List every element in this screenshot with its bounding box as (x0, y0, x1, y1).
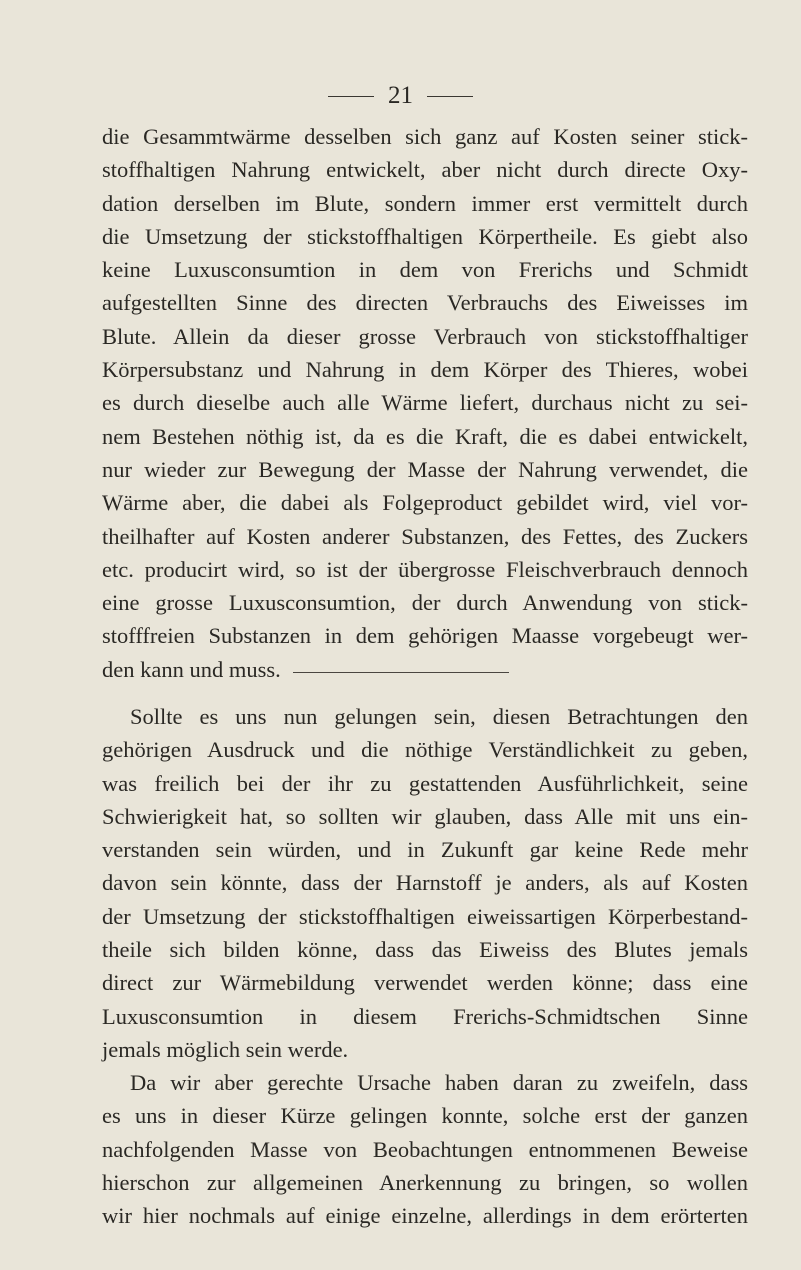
text-line: die Gesammtwärme desselben sich ganz auf Kosten seiner stick- (102, 124, 748, 149)
text-line: stoffhaltigen Nahrung entwickelt, aber nicht durch directe Oxy- (102, 157, 748, 183)
text-line: hierschon zur allgemeinen Anerkennung zu bringen, so wollen (102, 1169, 748, 1195)
text-line: die Umsetzung der stickstoffhaltigen Körpertheile. Es giebt also (102, 223, 748, 249)
text-line: wir hier nochmals auf einige einzelne, allerdings in dem erörterten (102, 1203, 748, 1229)
text-line: keine Luxusconsumtion in dem von Frerichs und Schmidt (102, 257, 748, 283)
text-line: der Umsetzung der stickstoffhaltigen eiweissartigen Körperbestand- (102, 903, 748, 929)
text-line: jemals möglich sein werde. (102, 1036, 349, 1062)
text-line: theile sich bilden könne, dass das Eiweiss des Blutes jemals (102, 937, 748, 963)
text-line: nem Bestehen nöthig ist, da es die Kraft, die es dabei entwickelt, (102, 423, 748, 449)
text-line: davon sein könnte, dass der Harnstoff je anders, als auf Kosten (102, 870, 748, 896)
text-line: es uns in dieser Kürze gelingen konnte, solche erst der ganzen (102, 1103, 748, 1129)
text-line: was freilich bei der ihr zu gestattenden Ausführlichkeit, seine (102, 770, 748, 796)
text-line: Wärme aber, die dabei als Folgeproduct gebildet wird, viel vor- (102, 490, 748, 516)
text-line: verstanden sein würden, und in Zukunft gar keine Rede mehr (102, 837, 748, 863)
text-line: aufgestellten Sinne des directen Verbrauchs des Eiweisses im (102, 290, 748, 316)
text-line: Blute. Allein da dieser grosse Verbrauch von stickstoffhaltiger (102, 323, 748, 349)
text-line: direct zur Wärmebildung verwendet werden könne; dass eine (102, 970, 748, 996)
text-line: nur wieder zur Bewegung der Masse der Nahrung verwendet, die (102, 456, 748, 482)
text-line: Körpersubstanz und Nahrung in dem Körper des Thieres, wobei (102, 357, 748, 383)
text-line: Sollte es uns nun gelungen sein, diesen Betrachtungen den (130, 704, 748, 729)
text-line: theilhafter auf Kosten anderer Substanzen, des Fettes, des Zuckers (102, 523, 748, 549)
text-line: nachfolgenden Masse von Beobachtungen entnommenen Beweise (102, 1136, 748, 1162)
text-line: gehörigen Ausdruck und die nöthige Verständlichkeit zu geben, (102, 737, 748, 763)
paragraph-2 (102, 700, 748, 1066)
paragraph-3 (102, 1066, 748, 1232)
text-line: eine grosse Luxusconsumtion, der durch Anwendung von stick- (102, 590, 748, 616)
header-rule-right (427, 96, 473, 97)
page-header (0, 82, 801, 110)
text-line: Da wir aber gerechte Ursache haben daran zu zweifeln, dass (130, 1070, 748, 1095)
text-line: dation derselben im Blute, sondern immer erst vermittelt durch (102, 190, 748, 216)
text-line: Schwierigkeit hat, so sollten wir glauben, dass Alle mit uns ein- (102, 803, 748, 829)
text-line: etc. producirt wird, so ist der übergrosse Fleischverbrauch dennoch (102, 556, 748, 582)
text-line: den kann und muss. (102, 656, 281, 682)
text-line: es durch dieselbe auch alle Wärme liefert, durchaus nicht zu sei- (102, 390, 748, 416)
text-line: Luxusconsumtion in diesem Frerichs-Schmidtschen Sinne (102, 1003, 748, 1029)
section-separator (293, 672, 509, 673)
paragraph-1 (102, 120, 748, 686)
header-rule-left (328, 96, 374, 97)
text-line: stofffreien Substanzen in dem gehörigen Maasse vorgebeugt wer- (102, 623, 748, 649)
page-number: 21 (388, 82, 413, 109)
